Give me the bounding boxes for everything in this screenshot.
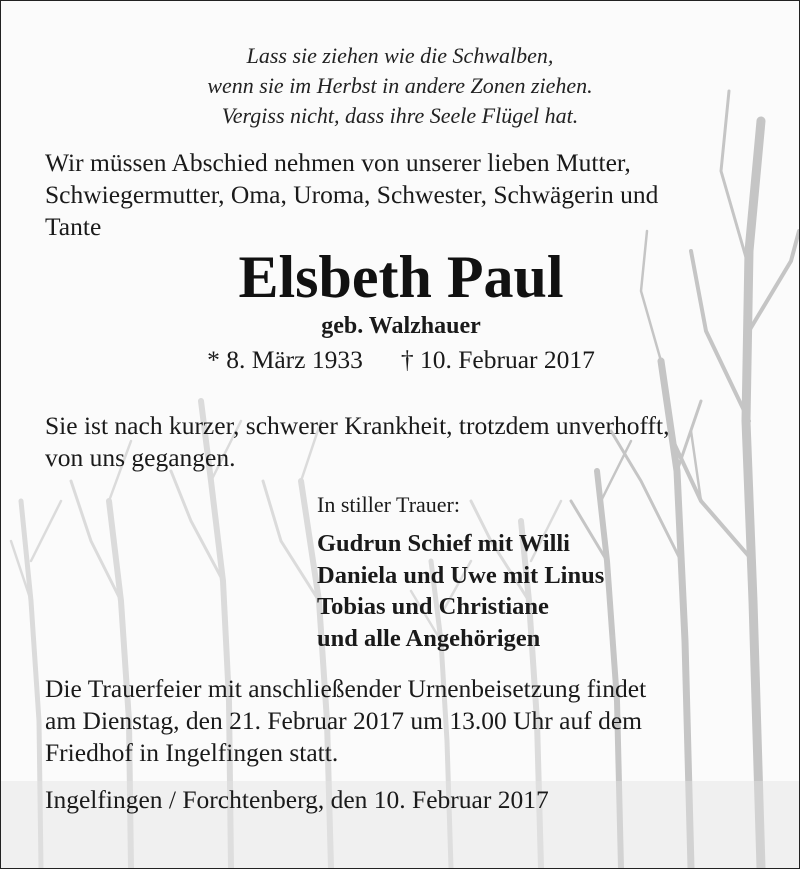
ceremony-line: Die Trauerfeier mit anschließender Urnenbeisetzung findet xyxy=(45,674,647,703)
ceremony-line: Friedhof in Ingelfingen statt. xyxy=(45,738,339,767)
ceremony-line: am Dienstag, den 21. Februar 2017 um 13.00 Uhr auf dem xyxy=(45,706,642,735)
illness-line: von uns gegangen. xyxy=(45,443,236,472)
intro-text xyxy=(45,147,765,243)
death-date: † 10. Februar 2017 xyxy=(400,345,595,374)
deceased-name: Elsbeth Paul xyxy=(238,244,564,310)
life-dates xyxy=(1,344,800,376)
mourner-name: Tobias und Christiane xyxy=(317,593,549,620)
poem-line: Vergiss nicht, dass ihre Seele Flügel hat. xyxy=(221,103,579,128)
poem-line: wenn sie im Herbst in andere Zonen ziehen. xyxy=(207,73,593,98)
intro-line: Wir müssen Abschied nehmen von unserer lieben Mutter, xyxy=(45,148,631,177)
intro-line: Tante xyxy=(45,212,102,241)
ceremony-text xyxy=(45,673,765,769)
illness-text xyxy=(45,410,765,474)
place-date: Ingelfingen / Forchtenberg, den 10. Februar 2017 xyxy=(45,785,549,814)
mourners-list xyxy=(317,528,777,654)
birth-date: * 8. März 1933 xyxy=(207,345,363,374)
mourner-name: und alle Angehörigen xyxy=(317,624,541,652)
illness-line: Sie ist nach kurzer, schwerer Krankheit, trotzdem unverhofft, xyxy=(45,411,670,440)
mourner-name: Daniela und Uwe mit Linus xyxy=(317,561,605,589)
poem-line: Lass sie ziehen wie die Schwalben, xyxy=(246,43,554,68)
birth-name: geb. Walzhauer xyxy=(321,313,481,339)
intro-line: Schwiegermutter, Oma, Uroma, Schwester, Schwägerin und xyxy=(45,180,659,209)
mourning-label: In stiller Trauer: xyxy=(317,492,460,517)
mourner-name: Gudrun Schief mit Willi xyxy=(317,530,570,557)
poem xyxy=(1,41,799,131)
